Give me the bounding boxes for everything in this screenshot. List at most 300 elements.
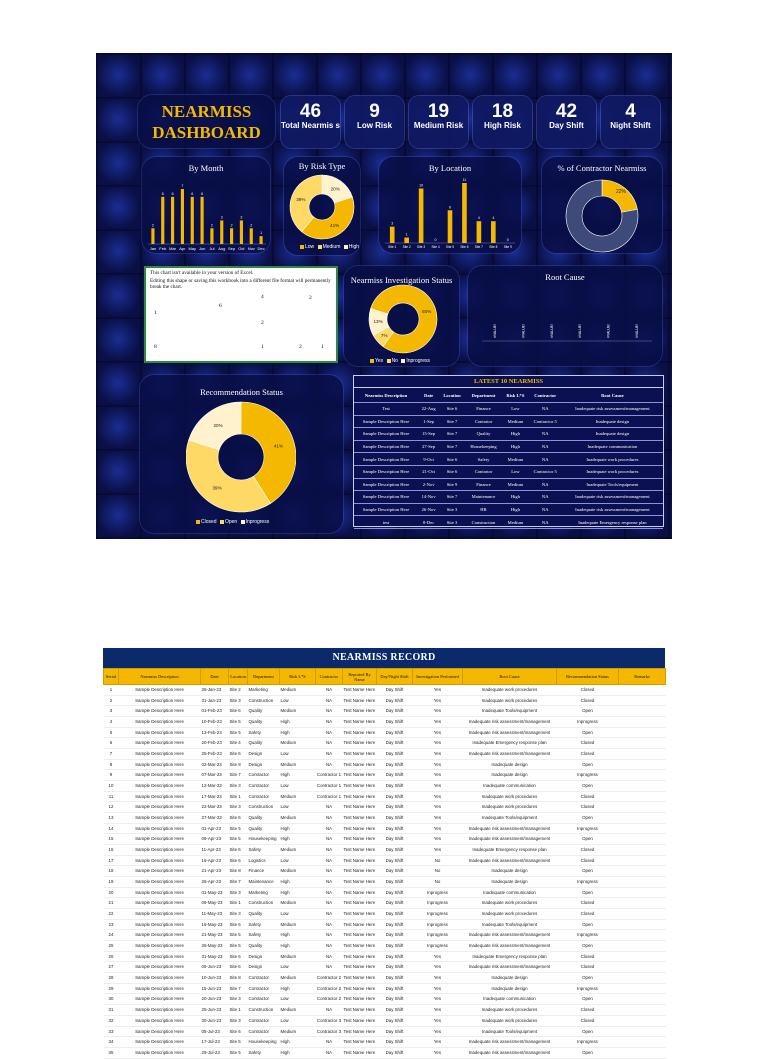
table-cell: 15-Jun-23: [201, 983, 229, 994]
table-cell: Site 3: [439, 516, 465, 529]
table-cell: Test Name Here: [343, 941, 377, 952]
table-cell: Inadequate risk assessment/management: [562, 491, 663, 504]
table-cell: Medium: [502, 478, 528, 491]
month-bar: [230, 228, 233, 244]
unsupported-chart-message: This chart isn't available in your version of Excel.: [150, 270, 254, 276]
table-cell: Inadequate risk assessment/management: [463, 855, 557, 866]
table-row: [104, 887, 666, 898]
unsupported-chart-warning: Editing this shape or saving this workbook into a different file format will permanently break the chart.: [150, 278, 331, 290]
table-cell: Test Name Here: [343, 781, 377, 792]
month-bar: [201, 197, 204, 244]
table-cell: NA: [316, 845, 343, 856]
table-cell: NA: [316, 951, 343, 962]
table-cell: Day Shift: [377, 727, 413, 738]
table-cell: Yes: [413, 695, 463, 706]
placeholder-value: 2: [261, 320, 264, 326]
legend-high: High: [348, 244, 360, 250]
table-cell: 26-Jan-23: [201, 685, 229, 696]
table-cell: Inadequate risk assessment/management: [562, 403, 663, 416]
table-cell: 31-Jan-23: [201, 695, 229, 706]
table-cell: Day Shift: [377, 1005, 413, 1016]
placeholder-value: 1: [154, 310, 157, 316]
table-cell: [619, 759, 666, 770]
table-cell: Closed: [557, 1015, 619, 1026]
table-cell: [619, 717, 666, 728]
month-bar: [191, 197, 194, 244]
table-cell: 25-Feb-23: [201, 749, 229, 760]
table-cell: Low: [502, 403, 528, 416]
table-cell: Day Shift: [377, 802, 413, 813]
table-cell: Sample Description Here: [119, 1037, 201, 1048]
table-cell: 14: [104, 823, 119, 834]
table-cell: Open: [557, 1026, 619, 1037]
column-header-risk-l-s: Risk L*S: [280, 669, 316, 685]
table-cell: Site 6: [439, 403, 465, 416]
location-tick-label: Site 6: [460, 245, 469, 249]
table-cell: Sample Description Here: [119, 770, 201, 781]
table-cell: test: [354, 516, 418, 529]
table-cell: Sample Description Here: [119, 951, 201, 962]
latest-body: [354, 403, 663, 529]
table-cell: Inprogress: [557, 717, 619, 728]
table-cell: 10: [104, 781, 119, 792]
table-cell: Closed: [557, 845, 619, 856]
root-cause-tick-label: #VALUE!: [493, 324, 498, 338]
table-cell: Day Shift: [377, 919, 413, 930]
table-cell: [619, 823, 666, 834]
table-cell: Test Name Here: [343, 759, 377, 770]
table-cell: Yes: [413, 717, 463, 728]
table-cell: Contractor 3: [316, 1015, 343, 1026]
investigation-data-label: 80%: [422, 308, 432, 314]
table-cell: Closed: [557, 962, 619, 973]
month-tick-label: Dec: [257, 246, 265, 251]
table-row: [104, 759, 666, 770]
table-cell: Site 6: [229, 1026, 248, 1037]
table-cell: Yes: [413, 727, 463, 738]
table-cell: Medium: [502, 516, 528, 529]
table-row: [104, 727, 666, 738]
table-cell: High: [502, 440, 528, 453]
table-cell: Test: [354, 403, 418, 416]
table-cell: NA: [316, 930, 343, 941]
root-cause-tick-label: #VALUE!: [521, 324, 526, 338]
table-cell: Inadequate design: [463, 877, 557, 888]
table-cell: Sample Description Here: [119, 909, 201, 920]
location-bar: [390, 227, 395, 243]
table-cell: Sample Description Here: [354, 428, 418, 441]
table-cell: NA: [529, 453, 562, 466]
table-cell: 22: [104, 909, 119, 920]
table-cell: Open: [557, 834, 619, 845]
table-cell: Marketing: [248, 685, 280, 696]
table-cell: Contractor: [248, 994, 280, 1005]
table-cell: Day Shift: [377, 823, 413, 834]
kpi-label: Total Nearmis s: [281, 121, 340, 130]
table-cell: 13-Feb-23: [201, 727, 229, 738]
table-cell: 06-May-23: [201, 898, 229, 909]
table-cell: 21-Oct: [418, 465, 439, 478]
table-cell: 27: [104, 962, 119, 973]
table-cell: Day Shift: [377, 834, 413, 845]
table-cell: 32: [104, 1015, 119, 1026]
table-row: [104, 1047, 666, 1058]
recommendation-title: Recommendation Status: [200, 387, 283, 397]
column-header-root-cause: Root Cause: [562, 388, 663, 403]
table-cell: Sample Description Here: [119, 855, 201, 866]
table-cell: 06-Apr-23: [201, 834, 229, 845]
location-tick-label: Site 8: [489, 245, 498, 249]
table-cell: Sample Description Here: [119, 738, 201, 749]
kpi-value: 42: [555, 101, 578, 122]
table-cell: Sample Description Here: [354, 491, 418, 504]
table-cell: Low: [280, 802, 316, 813]
table-cell: Yes: [413, 759, 463, 770]
table-cell: Inadequate design: [463, 866, 557, 877]
table-row: [104, 909, 666, 920]
table-cell: Low: [280, 962, 316, 973]
month-data-label: 2: [210, 223, 213, 228]
table-row: [104, 994, 666, 1005]
contractor-slice: [602, 180, 637, 212]
table-cell: NA: [316, 866, 343, 877]
table-cell: No: [413, 877, 463, 888]
table-cell: Inprogress: [557, 983, 619, 994]
table-cell: Low: [280, 855, 316, 866]
table-cell: Low: [280, 749, 316, 760]
column-header-serial: Serial: [104, 669, 119, 685]
month-tick-label: May: [188, 246, 197, 251]
table-row: [354, 465, 663, 478]
location-bar: [477, 221, 482, 243]
table-cell: 30-Jun-23: [201, 1015, 229, 1026]
table-cell: Inprogress: [557, 823, 619, 834]
table-cell: Contractor 2: [316, 983, 343, 994]
kpi-label: Medium Risk: [413, 121, 464, 130]
table-cell: Open: [557, 994, 619, 1005]
table-cell: Site 1: [229, 1005, 248, 1016]
table-cell: 25: [104, 941, 119, 952]
root-cause-tick-label: #VALUE!: [549, 324, 554, 338]
table-cell: [619, 951, 666, 962]
location-tick-label: Site 9: [503, 245, 512, 249]
table-cell: 22-Mar-23: [201, 802, 229, 813]
month-data-label: 2: [250, 223, 253, 228]
table-cell: Test Name Here: [343, 1047, 377, 1058]
location-data-label: 1: [405, 232, 408, 237]
table-cell: Day Shift: [377, 738, 413, 749]
table-cell: 16: [104, 845, 119, 856]
table-cell: 35: [104, 1047, 119, 1058]
table-cell: [619, 909, 666, 920]
table-cell: Closed: [557, 855, 619, 866]
table-cell: 15: [104, 834, 119, 845]
table-cell: [619, 866, 666, 877]
dashboard-title: [140, 101, 273, 147]
table-cell: Sample Description Here: [354, 465, 418, 478]
table-cell: Site 9: [439, 478, 465, 491]
location-data-label: 0: [506, 238, 509, 242]
table-cell: NA: [529, 491, 562, 504]
table-cell: Inadequate risk assessment/management: [463, 717, 557, 728]
table-cell: Yes: [413, 770, 463, 781]
table-cell: Sample Description Here: [119, 919, 201, 930]
table-row: [104, 791, 666, 802]
table-cell: Test Name Here: [343, 685, 377, 696]
month-tick-label: Jan: [149, 246, 157, 251]
table-cell: 6: [104, 738, 119, 749]
table-cell: 15-Sep: [418, 428, 439, 441]
table-cell: Day Shift: [377, 866, 413, 877]
table-cell: Medium: [502, 415, 528, 428]
table-cell: Quality: [248, 717, 280, 728]
table-cell: Inadequate work procedures: [562, 453, 663, 466]
table-cell: Test Name Here: [343, 834, 377, 845]
table-cell: Sample Description Here: [119, 930, 201, 941]
by-location-title: By Location: [428, 163, 472, 173]
table-cell: Contractor 2: [316, 973, 343, 984]
month-bar: [181, 189, 184, 244]
table-cell: NA: [529, 478, 562, 491]
table-cell: 2-Nov: [418, 478, 439, 491]
root-cause-tick-label: #VALUE!: [606, 324, 611, 338]
table-cell: Closed: [557, 951, 619, 962]
table-cell: High: [280, 877, 316, 888]
table-cell: Inadequate risk assessment/management: [463, 834, 557, 845]
table-cell: NA: [316, 962, 343, 973]
table-cell: Test Name Here: [343, 823, 377, 834]
table-cell: Site 3: [229, 909, 248, 920]
table-cell: Sample Description Here: [119, 791, 201, 802]
table-cell: Inadequate design: [463, 973, 557, 984]
month-tick-label: Jul: [209, 246, 215, 251]
table-cell: Site 1: [229, 791, 248, 802]
table-cell: High: [502, 491, 528, 504]
table-cell: Sample Description Here: [119, 749, 201, 760]
table-cell: Sample Description Here: [119, 781, 201, 792]
table-cell: 11-May-23: [201, 909, 229, 920]
table-cell: Sample Description Here: [119, 695, 201, 706]
table-cell: Day Shift: [377, 962, 413, 973]
table-cell: 26-Nov: [418, 503, 439, 516]
table-cell: Sample Description Here: [119, 994, 201, 1005]
table-cell: Medium: [280, 738, 316, 749]
table-cell: Inadequate Tools/equipment: [463, 919, 557, 930]
table-cell: Site 7: [229, 770, 248, 781]
table-cell: Sample Description Here: [119, 962, 201, 973]
table-cell: Site 3: [229, 802, 248, 813]
table-cell: 05-Jun-23: [201, 962, 229, 973]
table-cell: Medium: [280, 759, 316, 770]
investigation-legend: [368, 358, 430, 364]
table-cell: Test Name Here: [343, 909, 377, 920]
table-cell: Site 6: [229, 951, 248, 962]
by-risk-title: By Risk Type: [298, 161, 346, 171]
table-cell: [619, 962, 666, 973]
table-cell: Medium: [280, 685, 316, 696]
table-cell: Closed: [557, 749, 619, 760]
table-cell: [619, 813, 666, 824]
table-cell: Site 6: [439, 453, 465, 466]
table-row: [104, 1015, 666, 1026]
month-data-label: 6: [161, 191, 164, 196]
placeholder-value: 2: [309, 295, 312, 301]
table-cell: NA: [316, 759, 343, 770]
month-bar: [151, 228, 154, 244]
table-cell: Contractor: [248, 1015, 280, 1026]
table-cell: Inadequate design: [463, 759, 557, 770]
table-cell: Day Shift: [377, 898, 413, 909]
table-cell: Site 5: [229, 834, 248, 845]
table-cell: NA: [316, 717, 343, 728]
table-cell: Sample Description Here: [119, 887, 201, 898]
column-header-date: Date: [201, 669, 229, 685]
table-cell: High: [280, 823, 316, 834]
table-cell: Test Name Here: [343, 866, 377, 877]
month-bar: [161, 197, 164, 244]
table-cell: Test Name Here: [343, 973, 377, 984]
table-cell: Inprogress: [557, 1037, 619, 1048]
placeholder-value: 8: [154, 344, 157, 350]
table-cell: Low: [280, 695, 316, 706]
placeholder-value: 6: [219, 303, 222, 309]
table-cell: Test Name Here: [343, 930, 377, 941]
table-cell: Quality: [248, 823, 280, 834]
table-cell: Closed: [557, 802, 619, 813]
table-cell: Test Name Here: [343, 898, 377, 909]
table-cell: 26-May-23: [201, 941, 229, 952]
table-cell: Inadequate Tools/equipment: [463, 1026, 557, 1037]
month-bar: [260, 236, 263, 244]
placeholder-value: 4: [261, 294, 264, 300]
table-cell: Site 7: [439, 415, 465, 428]
table-cell: NA: [529, 503, 562, 516]
table-cell: [619, 770, 666, 781]
location-tick-label: Site 4: [431, 245, 440, 249]
table-cell: Yes: [413, 951, 463, 962]
legend-closed: Closed: [201, 519, 217, 525]
table-cell: Yes: [413, 962, 463, 973]
table-row: [354, 415, 663, 428]
table-cell: Yes: [413, 1015, 463, 1026]
table-cell: Low: [280, 994, 316, 1005]
table-cell: Test Name Here: [343, 695, 377, 706]
table-cell: 21-May-23: [201, 930, 229, 941]
table-cell: Sample Description Here: [354, 503, 418, 516]
table-cell: Inadequate Emergency response plan: [463, 951, 557, 962]
table-cell: Inadequate risk assessment/management: [463, 930, 557, 941]
table-cell: Site 7: [439, 428, 465, 441]
kpi-day-shift: [537, 96, 596, 148]
month-bar: [250, 228, 253, 244]
table-cell: NA: [316, 1037, 343, 1048]
table-cell: Inadequate communication: [463, 994, 557, 1005]
table-cell: Open: [557, 973, 619, 984]
table-cell: Contrator: [465, 415, 502, 428]
table-row: [104, 823, 666, 834]
risk-data-label: 20%: [330, 186, 340, 192]
table-row: [354, 478, 663, 491]
table-cell: Safety: [248, 1047, 280, 1058]
table-cell: Construction: [465, 516, 502, 529]
table-cell: Inadequate work procedures: [463, 685, 557, 696]
month-tick-label: Apr: [179, 246, 186, 251]
table-cell: Design: [248, 951, 280, 962]
table-cell: 10-Feb-23: [201, 717, 229, 728]
table-cell: Contractor: [248, 770, 280, 781]
table-cell: Contractor 1: [316, 781, 343, 792]
risk-data-label: 41%: [330, 223, 340, 229]
table-cell: NA: [316, 877, 343, 888]
table-cell: Medium: [280, 791, 316, 802]
location-bar: [491, 221, 496, 243]
table-row: [104, 813, 666, 824]
table-cell: Inprogress: [413, 909, 463, 920]
record-title: NEARMISS RECORD: [103, 648, 665, 668]
table-cell: Contractor 1: [316, 791, 343, 802]
table-cell: Sample Description Here: [119, 813, 201, 824]
month-tick-label: Nov: [247, 246, 255, 251]
location-data-label: 6: [449, 205, 451, 210]
table-cell: Inadequate risk assessment/management: [463, 941, 557, 952]
table-cell: Quality: [248, 941, 280, 952]
table-cell: High: [502, 428, 528, 441]
title-line-1: NEARMISS: [161, 102, 252, 121]
table-cell: 1: [104, 685, 119, 696]
table-cell: 31: [104, 1005, 119, 1016]
table-cell: Construction: [248, 802, 280, 813]
table-cell: Yes: [413, 823, 463, 834]
table-cell: Sample Description Here: [119, 1005, 201, 1016]
table-cell: Medium: [280, 898, 316, 909]
table-cell: NA: [529, 428, 562, 441]
table-cell: 28: [104, 973, 119, 984]
table-cell: Medium: [280, 845, 316, 856]
month-data-label: 3: [240, 215, 243, 220]
kpi-value: 9: [369, 101, 380, 122]
table-cell: Finance: [465, 403, 502, 416]
table-cell: Sample Description Here: [119, 1047, 201, 1058]
month-data-label: 3: [220, 215, 223, 220]
month-bar: [240, 220, 243, 244]
recommendation-legend: [194, 519, 269, 525]
table-cell: Contractor 5: [529, 465, 562, 478]
table-cell: Closed: [557, 909, 619, 920]
table-cell: Low: [502, 465, 528, 478]
table-cell: Site 7: [439, 491, 465, 504]
table-row: [104, 855, 666, 866]
table-cell: Inprogress: [413, 898, 463, 909]
table-cell: Open: [557, 887, 619, 898]
table-cell: 4: [104, 717, 119, 728]
table-row: [104, 941, 666, 952]
table-cell: Closed: [557, 1005, 619, 1016]
table-cell: 26-Apr-23: [201, 877, 229, 888]
contractor-title: % of Contractor Nearmiss: [557, 163, 647, 173]
table-cell: Housekeeping: [248, 834, 280, 845]
table-cell: Day Shift: [377, 813, 413, 824]
table-cell: NA: [529, 516, 562, 529]
table-cell: [619, 855, 666, 866]
table-cell: Low: [280, 1015, 316, 1026]
location-bar: [448, 210, 453, 243]
table-cell: Site 6: [229, 855, 248, 866]
table-cell: 05-Jul-23: [201, 1026, 229, 1037]
kpi-medium-risk: [409, 96, 468, 148]
table-row: [104, 781, 666, 792]
month-tick-label: Aug: [218, 246, 226, 251]
table-cell: Low: [280, 781, 316, 792]
